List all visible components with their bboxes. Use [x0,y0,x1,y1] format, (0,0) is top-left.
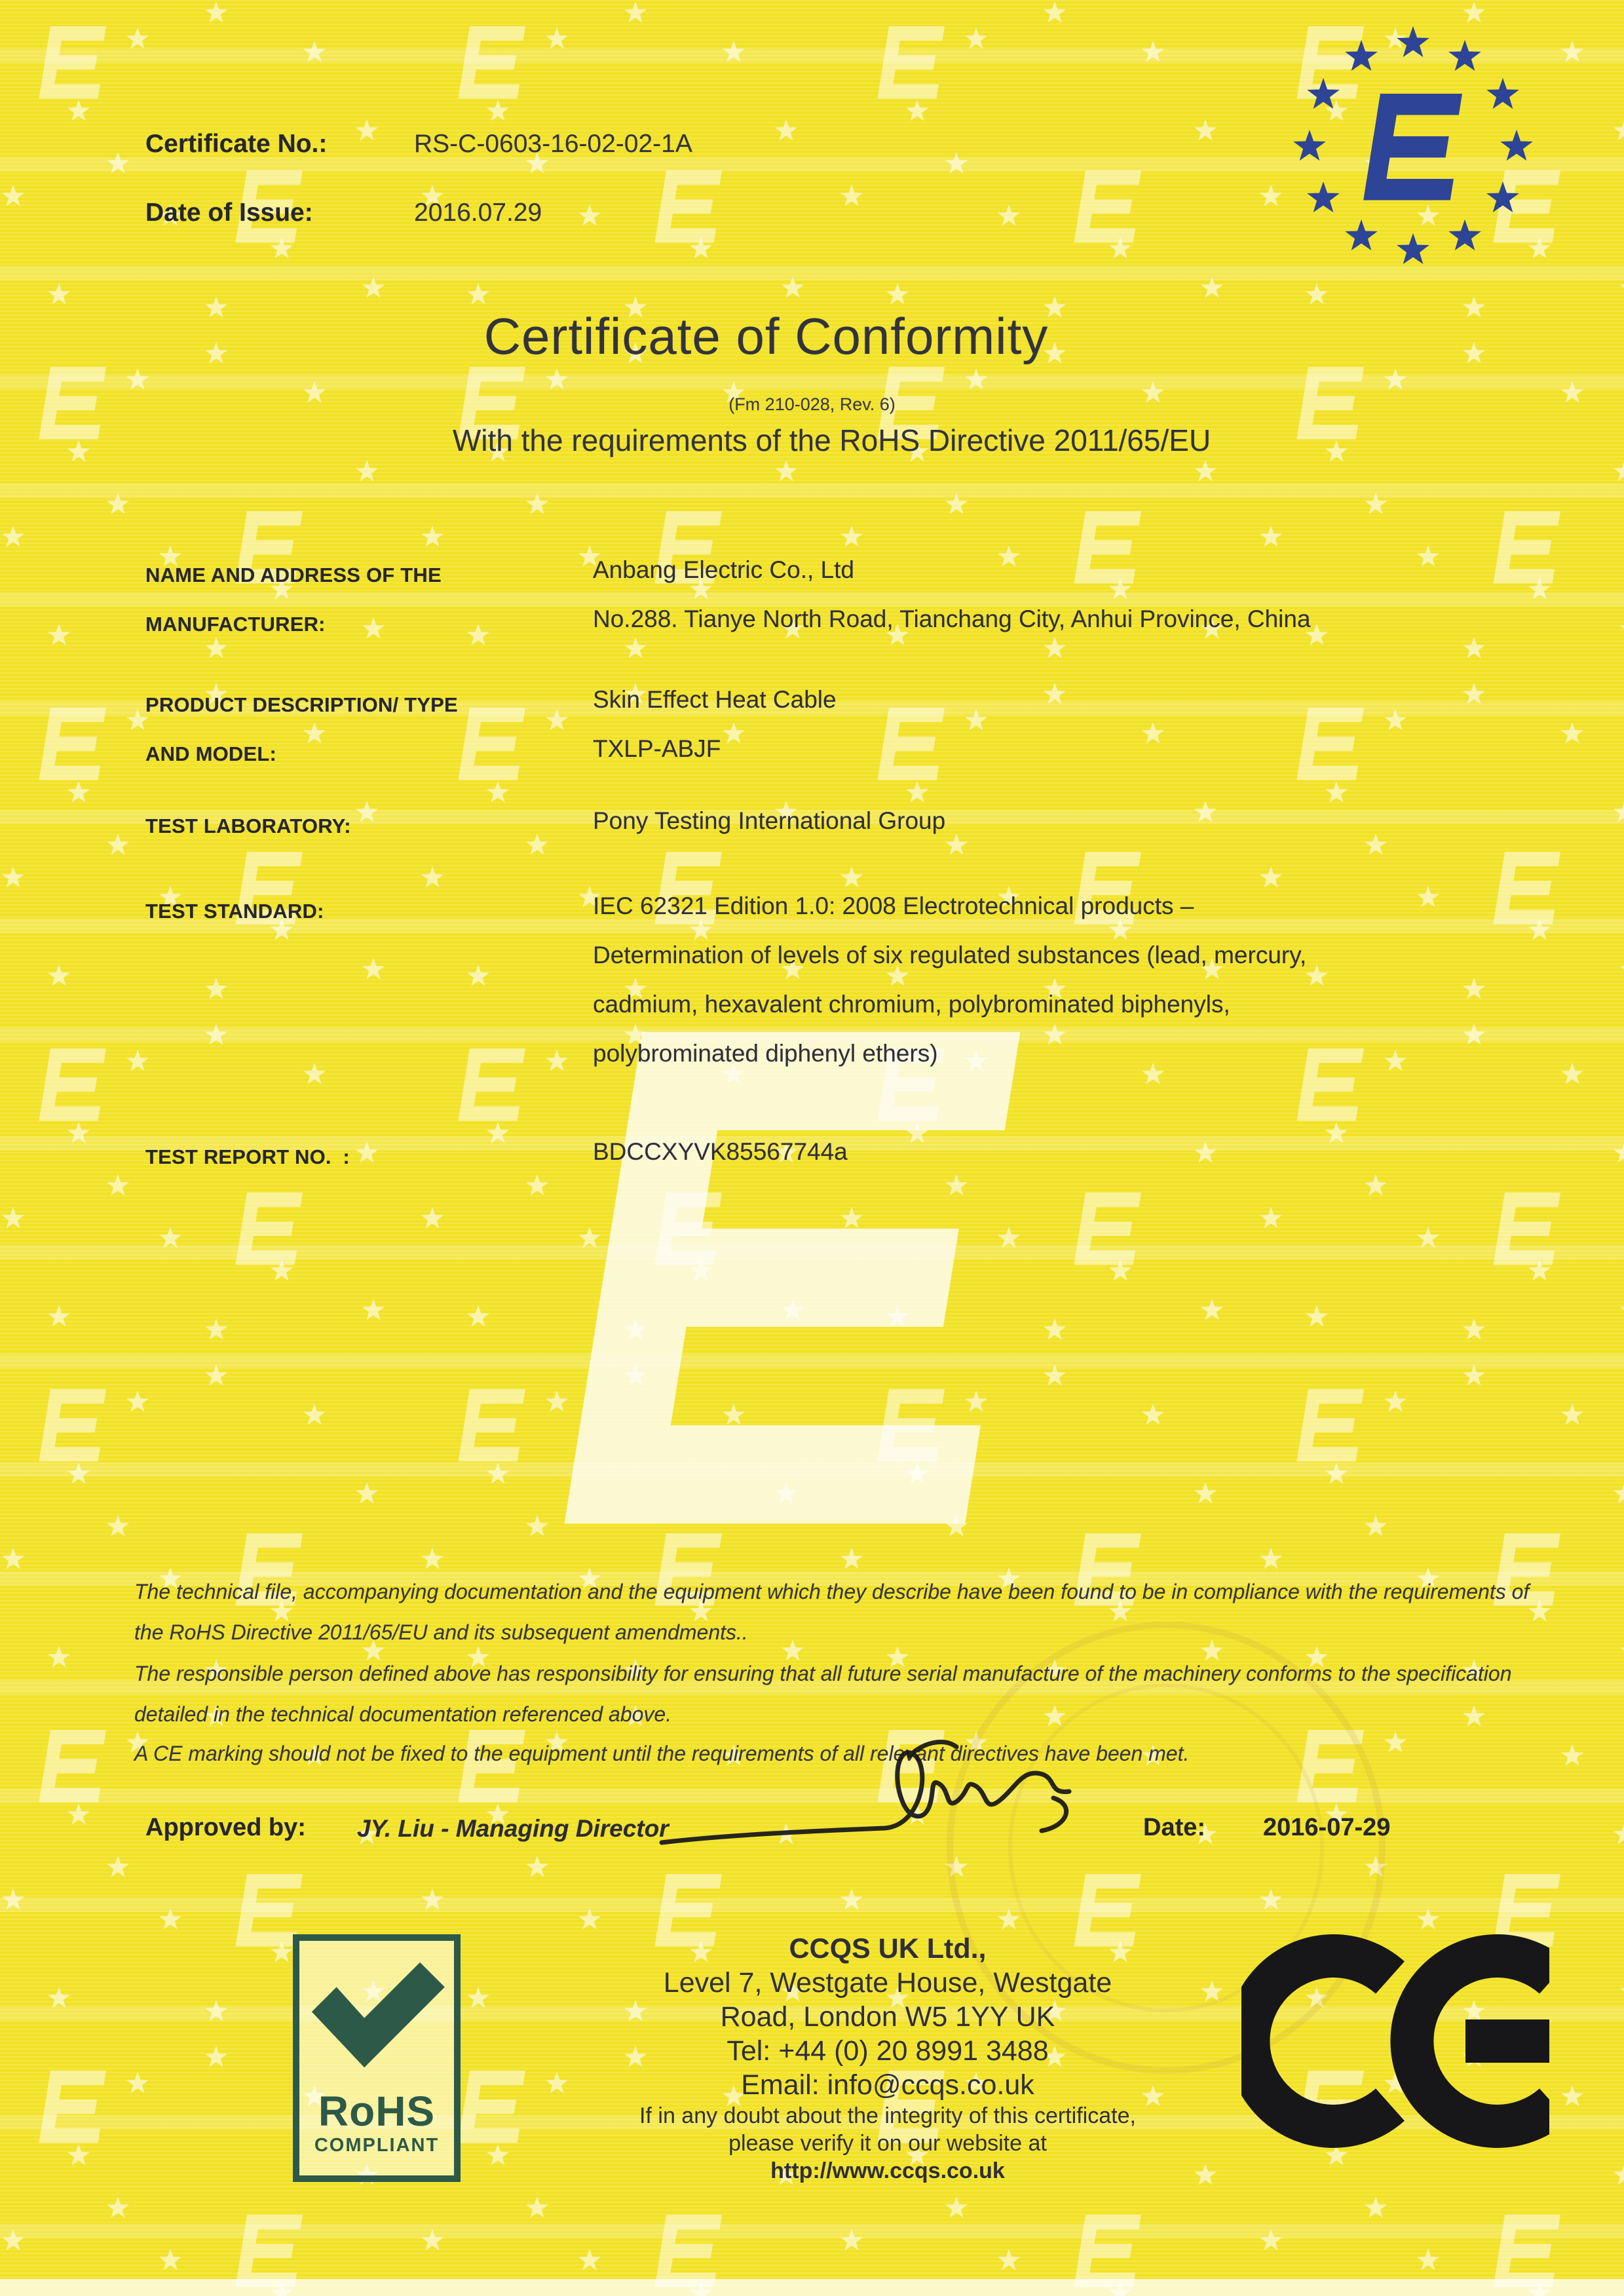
issuer-contact-block [576,1932,1199,2185]
field-value-line: Skin Effect Heat Cable [593,686,837,713]
rohs-logo-subtitle: COMPLIANT [314,2135,440,2156]
issuer-website: http://www.ccqs.co.uk [770,2158,1005,2183]
field-value-line: polybrominated diphenyl ethers) [593,1040,938,1067]
field-label-line: AND MODEL: [145,742,277,765]
eu-stars-e-logo-icon [1277,18,1549,271]
certificate-number-label: Certificate No.: [145,130,328,158]
date-of-issue-label: Date of Issue: [145,199,313,227]
issuer-email: Email: info@ccqs.co.uk [741,2069,1034,2101]
issuer-address-line: Level 7, Westgate House, Westgate [663,1967,1112,1999]
field-label-line: TEST LABORATORY: [145,814,351,837]
verify-note-line: If in any doubt about the integrity of this certificate, [639,2103,1136,2128]
approved-by-name: JY. Liu - Managing Director [357,1815,669,1842]
approved-by-label: Approved by: [145,1814,306,1841]
field-value-line: Pony Testing International Group [593,807,946,834]
field-value-line: cadmium, hexavalent chromium, polybrominated biphenyls, [593,991,1230,1018]
field-label-line: TEST STANDARD: [145,900,324,923]
ce-marking-icon [1241,1933,1549,2152]
issuer-address-line: Road, London W5 1YY UK [720,2001,1055,2033]
field-value-line: Anbang Electric Co., Ltd [593,556,854,583]
rohs-checkmark-icon [299,1946,454,2084]
form-reference: (Fm 210-028, Rev. 6) [728,394,896,414]
statement-compliance: The technical file, accompanying documentation and the equipment which they describe have been found to be in compliance with the requirements of the RoHS Directive 2011/65/EU and its subsequent amendments.. [134,1580,1530,1644]
field-label-line: MANUFACTURER: [145,613,326,636]
field-value-line: Determination of levels of six regulated substances (lead, mercury, [593,942,1307,968]
approval-date-value: 2016-07-29 [1263,1814,1391,1841]
issuer-phone: Tel: +44 (0) 20 8991 3488 [727,2035,1049,2067]
field-value-line: No.288. Tianye North Road, Tianchang City, Anhui Province, China [593,605,1311,632]
field-label-line: PRODUCT DESCRIPTION/ TYPE [145,693,458,716]
field-label-line: TEST REPORT NO. : [145,1145,350,1168]
page-subtitle: With the requirements of the RoHS Directive 2011/65/EU [452,423,1211,457]
certificate-number-value: RS-C-0603-16-02-02-1A [414,130,692,158]
field-value-line: TXLP-ABJF [593,735,721,762]
statement-ce-marking: A CE marking should not be fixed to the equipment until the requirements of all relevant directives have been met. [134,1742,1190,1765]
issuer-name: CCQS UK Ltd., [789,1933,987,1964]
statement-responsibility: The responsible person defined above has responsibility for ensuring that all future serial manufacture of the machinery conforms to the specification detailed in the technical documentation referenced above. [134,1662,1512,1726]
field-value-line: IEC 62321 Edition 1.0: 2008 Electrotechnical products – [593,892,1194,919]
approval-date-label: Date: [1143,1814,1206,1841]
rohs-logo-title: RoHS [318,2088,436,2135]
page-title: Certificate of Conformity [483,307,1049,365]
field-value-line: BDCCXYVK85567744a [593,1138,848,1165]
handwritten-signature [649,1730,1107,1874]
field-label-line: NAME AND ADDRESS OF THE [145,564,442,586]
verify-note-line: please verify it on our website at [728,2131,1047,2156]
date-of-issue-value: 2016.07.29 [414,199,542,227]
rohs-compliant-logo [293,1934,461,2182]
